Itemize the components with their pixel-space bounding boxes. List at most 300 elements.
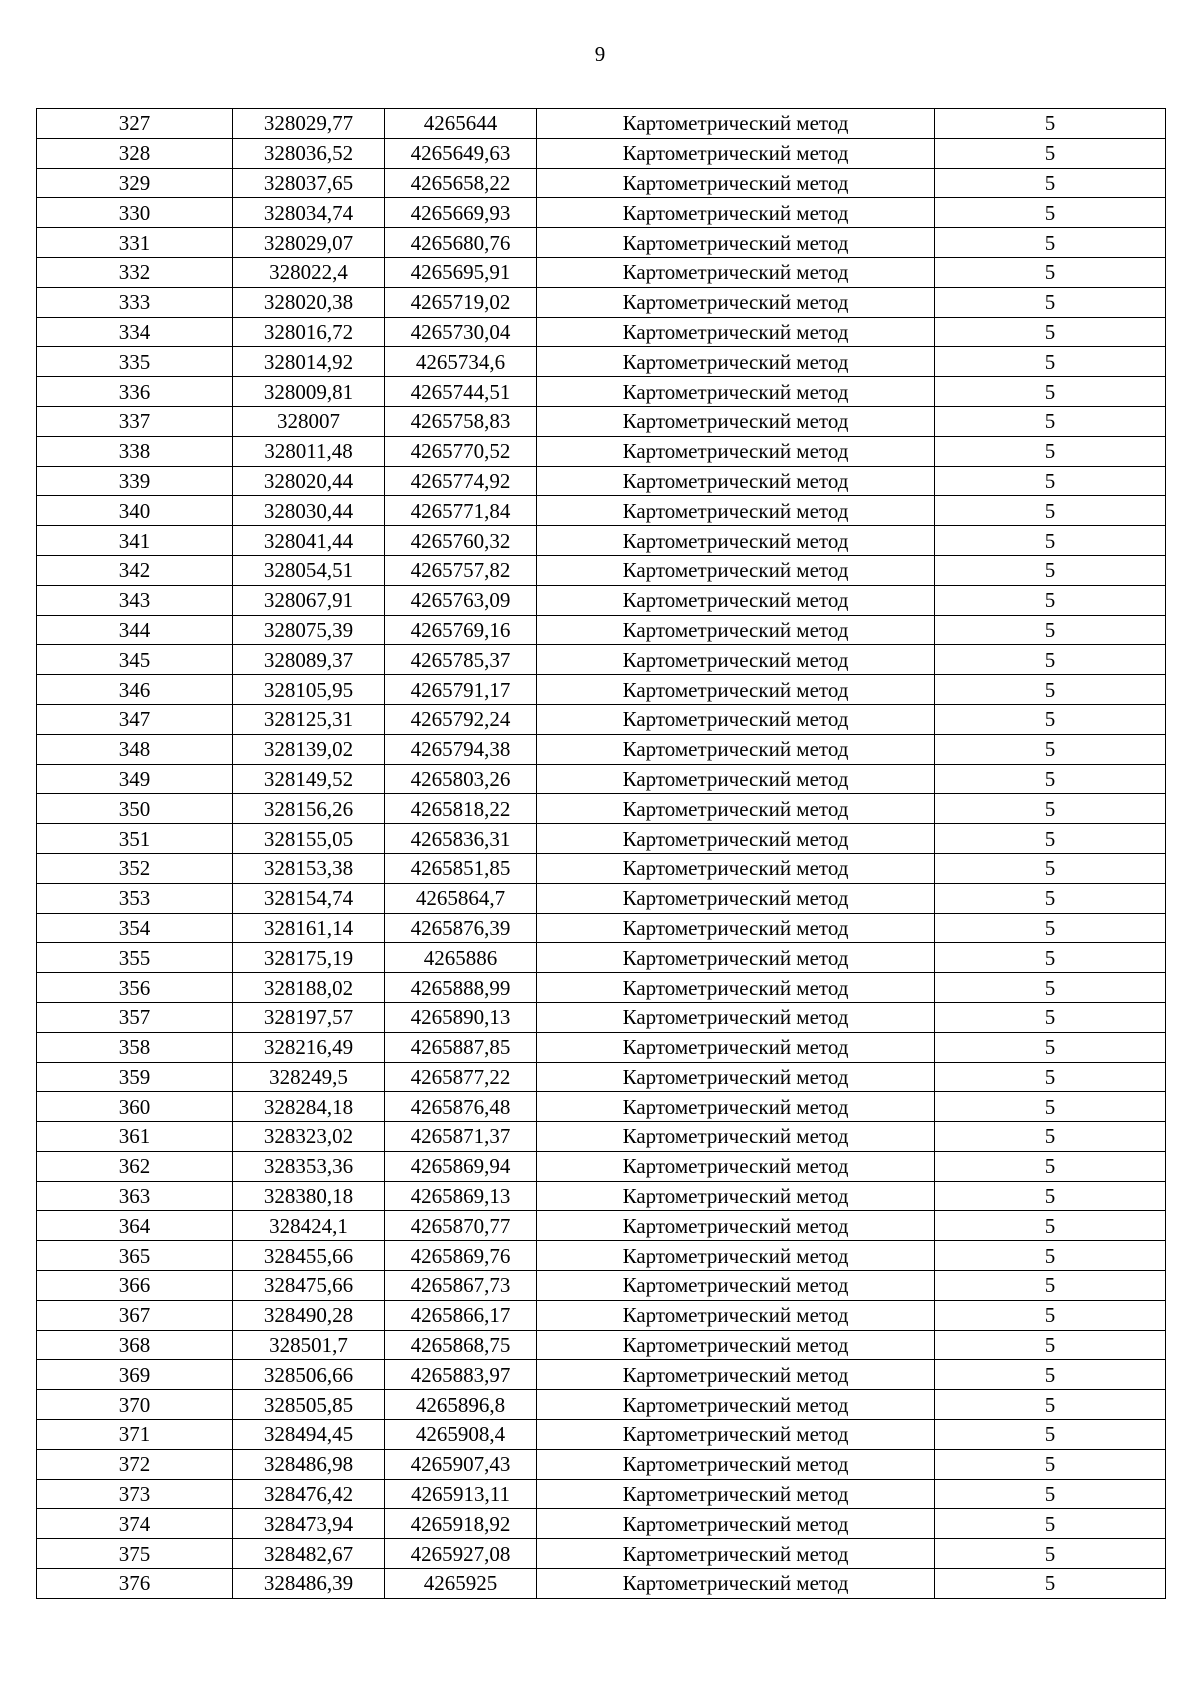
y-coordinate-cell: 4265877,22 xyxy=(385,1062,537,1092)
y-coordinate-cell: 4265876,39 xyxy=(385,913,537,943)
x-coordinate-cell: 328501,7 xyxy=(233,1330,385,1360)
table-row xyxy=(37,764,1166,794)
point-number-cell: 350 xyxy=(37,794,233,824)
point-number-cell: 345 xyxy=(37,645,233,675)
y-coordinate-cell: 4265680,76 xyxy=(385,228,537,258)
x-coordinate-cell: 328125,31 xyxy=(233,704,385,734)
x-coordinate-cell: 328016,72 xyxy=(233,317,385,347)
y-coordinate-cell: 4265883,97 xyxy=(385,1360,537,1390)
y-coordinate-cell: 4265785,37 xyxy=(385,645,537,675)
accuracy-cell: 5 xyxy=(935,1330,1166,1360)
y-coordinate-cell: 4265908,4 xyxy=(385,1420,537,1450)
y-coordinate-cell: 4265907,43 xyxy=(385,1449,537,1479)
accuracy-cell: 5 xyxy=(935,585,1166,615)
point-number-cell: 358 xyxy=(37,1032,233,1062)
point-number-cell: 342 xyxy=(37,555,233,585)
method-cell: Картометрический метод xyxy=(537,1002,935,1032)
x-coordinate-cell: 328486,98 xyxy=(233,1449,385,1479)
y-coordinate-cell: 4265870,77 xyxy=(385,1211,537,1241)
accuracy-cell: 5 xyxy=(935,824,1166,854)
table-row xyxy=(37,1539,1166,1569)
point-number-cell: 361 xyxy=(37,1122,233,1152)
accuracy-cell: 5 xyxy=(935,138,1166,168)
accuracy-cell: 5 xyxy=(935,257,1166,287)
method-cell: Картометрический метод xyxy=(537,824,935,854)
x-coordinate-cell: 328490,28 xyxy=(233,1300,385,1330)
y-coordinate-cell: 4265864,7 xyxy=(385,883,537,913)
x-coordinate-cell: 328482,67 xyxy=(233,1539,385,1569)
point-number-cell: 356 xyxy=(37,973,233,1003)
point-number-cell: 351 xyxy=(37,824,233,854)
y-coordinate-cell: 4265730,04 xyxy=(385,317,537,347)
method-cell: Картометрический метод xyxy=(537,615,935,645)
table-row xyxy=(37,198,1166,228)
x-coordinate-cell: 328216,49 xyxy=(233,1032,385,1062)
method-cell: Картометрический метод xyxy=(537,1092,935,1122)
method-cell: Картометрический метод xyxy=(537,913,935,943)
table-row xyxy=(37,377,1166,407)
point-number-cell: 347 xyxy=(37,704,233,734)
point-number-cell: 365 xyxy=(37,1241,233,1271)
y-coordinate-cell: 4265791,17 xyxy=(385,675,537,705)
method-cell: Картометрический метод xyxy=(537,675,935,705)
table-row xyxy=(37,287,1166,317)
point-number-cell: 338 xyxy=(37,436,233,466)
accuracy-cell: 5 xyxy=(935,1122,1166,1152)
accuracy-cell: 5 xyxy=(935,406,1166,436)
y-coordinate-cell: 4265794,38 xyxy=(385,734,537,764)
x-coordinate-cell: 328020,44 xyxy=(233,466,385,496)
method-cell: Картометрический метод xyxy=(537,794,935,824)
x-coordinate-cell: 328156,26 xyxy=(233,794,385,824)
method-cell: Картометрический метод xyxy=(537,347,935,377)
accuracy-cell: 5 xyxy=(935,1569,1166,1599)
method-cell: Картометрический метод xyxy=(537,496,935,526)
accuracy-cell: 5 xyxy=(935,1390,1166,1420)
method-cell: Картометрический метод xyxy=(537,1241,935,1271)
y-coordinate-cell: 4265896,8 xyxy=(385,1390,537,1420)
y-coordinate-cell: 4265866,17 xyxy=(385,1300,537,1330)
accuracy-cell: 5 xyxy=(935,1032,1166,1062)
point-number-cell: 329 xyxy=(37,168,233,198)
y-coordinate-cell: 4265763,09 xyxy=(385,585,537,615)
x-coordinate-cell: 328197,57 xyxy=(233,1002,385,1032)
x-coordinate-cell: 328029,07 xyxy=(233,228,385,258)
y-coordinate-cell: 4265871,37 xyxy=(385,1122,537,1152)
accuracy-cell: 5 xyxy=(935,1479,1166,1509)
method-cell: Картометрический метод xyxy=(537,317,935,347)
x-coordinate-cell: 328105,95 xyxy=(233,675,385,705)
y-coordinate-cell: 4265887,85 xyxy=(385,1032,537,1062)
point-number-cell: 376 xyxy=(37,1569,233,1599)
x-coordinate-cell: 328323,02 xyxy=(233,1122,385,1152)
y-coordinate-cell: 4265886 xyxy=(385,943,537,973)
table-row xyxy=(37,913,1166,943)
table-row xyxy=(37,1420,1166,1450)
y-coordinate-cell: 4265869,13 xyxy=(385,1181,537,1211)
x-coordinate-cell: 328036,52 xyxy=(233,138,385,168)
y-coordinate-cell: 4265927,08 xyxy=(385,1539,537,1569)
method-cell: Картометрический метод xyxy=(537,1271,935,1301)
accuracy-cell: 5 xyxy=(935,1420,1166,1450)
method-cell: Картометрический метод xyxy=(537,1151,935,1181)
method-cell: Картометрический метод xyxy=(537,1122,935,1152)
y-coordinate-cell: 4265658,22 xyxy=(385,168,537,198)
table-row xyxy=(37,794,1166,824)
accuracy-cell: 5 xyxy=(935,1092,1166,1122)
point-number-cell: 369 xyxy=(37,1360,233,1390)
y-coordinate-cell: 4265792,24 xyxy=(385,704,537,734)
table-row xyxy=(37,1271,1166,1301)
accuracy-cell: 5 xyxy=(935,1300,1166,1330)
point-number-cell: 340 xyxy=(37,496,233,526)
y-coordinate-cell: 4265836,31 xyxy=(385,824,537,854)
method-cell: Картометрический метод xyxy=(537,1360,935,1390)
x-coordinate-cell: 328067,91 xyxy=(233,585,385,615)
point-number-cell: 333 xyxy=(37,287,233,317)
method-cell: Картометрический метод xyxy=(537,704,935,734)
point-number-cell: 348 xyxy=(37,734,233,764)
method-cell: Картометрический метод xyxy=(537,406,935,436)
method-cell: Картометрический метод xyxy=(537,1390,935,1420)
y-coordinate-cell: 4265744,51 xyxy=(385,377,537,407)
method-cell: Картометрический метод xyxy=(537,526,935,556)
method-cell: Картометрический метод xyxy=(537,168,935,198)
table-row xyxy=(37,1479,1166,1509)
x-coordinate-cell: 328380,18 xyxy=(233,1181,385,1211)
point-number-cell: 337 xyxy=(37,406,233,436)
table-row xyxy=(37,257,1166,287)
x-coordinate-cell: 328155,05 xyxy=(233,824,385,854)
accuracy-cell: 5 xyxy=(935,675,1166,705)
method-cell: Картометрический метод xyxy=(537,1211,935,1241)
table-row xyxy=(37,496,1166,526)
point-number-cell: 327 xyxy=(37,109,233,139)
method-cell: Картометрический метод xyxy=(537,198,935,228)
x-coordinate-cell: 328149,52 xyxy=(233,764,385,794)
table-row xyxy=(37,1002,1166,1032)
point-number-cell: 375 xyxy=(37,1539,233,1569)
y-coordinate-cell: 4265774,92 xyxy=(385,466,537,496)
point-number-cell: 354 xyxy=(37,913,233,943)
x-coordinate-cell: 328353,36 xyxy=(233,1151,385,1181)
method-cell: Картометрический метод xyxy=(537,973,935,1003)
point-number-cell: 334 xyxy=(37,317,233,347)
y-coordinate-cell: 4265757,82 xyxy=(385,555,537,585)
x-coordinate-cell: 328473,94 xyxy=(233,1509,385,1539)
table-row xyxy=(37,1241,1166,1271)
y-coordinate-cell: 4265868,75 xyxy=(385,1330,537,1360)
table-row xyxy=(37,1032,1166,1062)
accuracy-cell: 5 xyxy=(935,526,1166,556)
accuracy-cell: 5 xyxy=(935,645,1166,675)
x-coordinate-cell: 328139,02 xyxy=(233,734,385,764)
table-row xyxy=(37,1211,1166,1241)
accuracy-cell: 5 xyxy=(935,973,1166,1003)
y-coordinate-cell: 4265869,94 xyxy=(385,1151,537,1181)
point-number-cell: 352 xyxy=(37,853,233,883)
point-number-cell: 346 xyxy=(37,675,233,705)
y-coordinate-cell: 4265918,92 xyxy=(385,1509,537,1539)
x-coordinate-cell: 328506,66 xyxy=(233,1360,385,1390)
accuracy-cell: 5 xyxy=(935,555,1166,585)
x-coordinate-cell: 328030,44 xyxy=(233,496,385,526)
table-row xyxy=(37,1092,1166,1122)
method-cell: Картометрический метод xyxy=(537,943,935,973)
accuracy-cell: 5 xyxy=(935,317,1166,347)
table-row xyxy=(37,585,1166,615)
point-number-cell: 343 xyxy=(37,585,233,615)
table-row xyxy=(37,526,1166,556)
y-coordinate-cell: 4265888,99 xyxy=(385,973,537,1003)
x-coordinate-cell: 328007 xyxy=(233,406,385,436)
table-row xyxy=(37,317,1166,347)
x-coordinate-cell: 328475,66 xyxy=(233,1271,385,1301)
point-number-cell: 335 xyxy=(37,347,233,377)
accuracy-cell: 5 xyxy=(935,347,1166,377)
y-coordinate-cell: 4265803,26 xyxy=(385,764,537,794)
x-coordinate-cell: 328034,74 xyxy=(233,198,385,228)
table-row xyxy=(37,943,1166,973)
method-cell: Картометрический метод xyxy=(537,883,935,913)
point-number-cell: 367 xyxy=(37,1300,233,1330)
accuracy-cell: 5 xyxy=(935,1539,1166,1569)
method-cell: Картометрический метод xyxy=(537,1449,935,1479)
accuracy-cell: 5 xyxy=(935,1002,1166,1032)
point-number-cell: 364 xyxy=(37,1211,233,1241)
method-cell: Картометрический метод xyxy=(537,1330,935,1360)
method-cell: Картометрический метод xyxy=(537,585,935,615)
point-number-cell: 373 xyxy=(37,1479,233,1509)
y-coordinate-cell: 4265818,22 xyxy=(385,794,537,824)
y-coordinate-cell: 4265771,84 xyxy=(385,496,537,526)
point-number-cell: 328 xyxy=(37,138,233,168)
accuracy-cell: 5 xyxy=(935,704,1166,734)
x-coordinate-cell: 328153,38 xyxy=(233,853,385,883)
point-number-cell: 355 xyxy=(37,943,233,973)
table-row xyxy=(37,1122,1166,1152)
x-coordinate-cell: 328424,1 xyxy=(233,1211,385,1241)
method-cell: Картометрический метод xyxy=(537,1181,935,1211)
point-number-cell: 331 xyxy=(37,228,233,258)
table-row xyxy=(37,406,1166,436)
table-row xyxy=(37,824,1166,854)
y-coordinate-cell: 4265867,73 xyxy=(385,1271,537,1301)
accuracy-cell: 5 xyxy=(935,1449,1166,1479)
accuracy-cell: 5 xyxy=(935,1211,1166,1241)
x-coordinate-cell: 328175,19 xyxy=(233,943,385,973)
accuracy-cell: 5 xyxy=(935,1241,1166,1271)
table-row xyxy=(37,1569,1166,1599)
accuracy-cell: 5 xyxy=(935,287,1166,317)
y-coordinate-cell: 4265851,85 xyxy=(385,853,537,883)
table-row xyxy=(37,883,1166,913)
accuracy-cell: 5 xyxy=(935,853,1166,883)
point-number-cell: 372 xyxy=(37,1449,233,1479)
accuracy-cell: 5 xyxy=(935,1360,1166,1390)
accuracy-cell: 5 xyxy=(935,168,1166,198)
point-number-cell: 357 xyxy=(37,1002,233,1032)
x-coordinate-cell: 328014,92 xyxy=(233,347,385,377)
method-cell: Картометрический метод xyxy=(537,1569,935,1599)
x-coordinate-cell: 328022,4 xyxy=(233,257,385,287)
point-number-cell: 360 xyxy=(37,1092,233,1122)
table-row xyxy=(37,1360,1166,1390)
table-row xyxy=(37,168,1166,198)
table-row xyxy=(37,853,1166,883)
x-coordinate-cell: 328161,14 xyxy=(233,913,385,943)
point-number-cell: 332 xyxy=(37,257,233,287)
point-number-cell: 344 xyxy=(37,615,233,645)
method-cell: Картометрический метод xyxy=(537,1062,935,1092)
table-row xyxy=(37,1390,1166,1420)
table-row xyxy=(37,1181,1166,1211)
x-coordinate-cell: 328476,42 xyxy=(233,1479,385,1509)
point-number-cell: 359 xyxy=(37,1062,233,1092)
point-number-cell: 353 xyxy=(37,883,233,913)
table-row xyxy=(37,1449,1166,1479)
accuracy-cell: 5 xyxy=(935,436,1166,466)
method-cell: Картометрический метод xyxy=(537,138,935,168)
method-cell: Картометрический метод xyxy=(537,1420,935,1450)
method-cell: Картометрический метод xyxy=(537,287,935,317)
page-number: 9 xyxy=(594,42,606,66)
x-coordinate-cell: 328009,81 xyxy=(233,377,385,407)
accuracy-cell: 5 xyxy=(935,764,1166,794)
method-cell: Картометрический метод xyxy=(537,466,935,496)
point-number-cell: 330 xyxy=(37,198,233,228)
method-cell: Картометрический метод xyxy=(537,555,935,585)
coordinates-table xyxy=(36,108,1166,1599)
table-row xyxy=(37,704,1166,734)
table-row xyxy=(37,675,1166,705)
accuracy-cell: 5 xyxy=(935,615,1166,645)
y-coordinate-cell: 4265913,11 xyxy=(385,1479,537,1509)
point-number-cell: 368 xyxy=(37,1330,233,1360)
point-number-cell: 336 xyxy=(37,377,233,407)
table-row xyxy=(37,436,1166,466)
accuracy-cell: 5 xyxy=(935,883,1166,913)
table-row xyxy=(37,228,1166,258)
table-row xyxy=(37,1062,1166,1092)
x-coordinate-cell: 328037,65 xyxy=(233,168,385,198)
table-row xyxy=(37,1509,1166,1539)
method-cell: Картометрический метод xyxy=(537,1479,935,1509)
method-cell: Картометрический метод xyxy=(537,1032,935,1062)
method-cell: Картометрический метод xyxy=(537,764,935,794)
method-cell: Картометрический метод xyxy=(537,228,935,258)
y-coordinate-cell: 4265758,83 xyxy=(385,406,537,436)
y-coordinate-cell: 4265734,6 xyxy=(385,347,537,377)
y-coordinate-cell: 4265876,48 xyxy=(385,1092,537,1122)
accuracy-cell: 5 xyxy=(935,496,1166,526)
method-cell: Картометрический метод xyxy=(537,109,935,139)
point-number-cell: 339 xyxy=(37,466,233,496)
accuracy-cell: 5 xyxy=(935,943,1166,973)
point-number-cell: 363 xyxy=(37,1181,233,1211)
method-cell: Картометрический метод xyxy=(537,436,935,466)
x-coordinate-cell: 328486,39 xyxy=(233,1569,385,1599)
y-coordinate-cell: 4265695,91 xyxy=(385,257,537,287)
method-cell: Картометрический метод xyxy=(537,853,935,883)
point-number-cell: 341 xyxy=(37,526,233,556)
point-number-cell: 371 xyxy=(37,1420,233,1450)
accuracy-cell: 5 xyxy=(935,734,1166,764)
accuracy-cell: 5 xyxy=(935,377,1166,407)
point-number-cell: 366 xyxy=(37,1271,233,1301)
method-cell: Картометрический метод xyxy=(537,645,935,675)
x-coordinate-cell: 328011,48 xyxy=(233,436,385,466)
x-coordinate-cell: 328020,38 xyxy=(233,287,385,317)
x-coordinate-cell: 328249,5 xyxy=(233,1062,385,1092)
accuracy-cell: 5 xyxy=(935,228,1166,258)
y-coordinate-cell: 4265869,76 xyxy=(385,1241,537,1271)
accuracy-cell: 5 xyxy=(935,1271,1166,1301)
point-number-cell: 362 xyxy=(37,1151,233,1181)
y-coordinate-cell: 4265719,02 xyxy=(385,287,537,317)
coordinates-table-body xyxy=(37,109,1166,1599)
y-coordinate-cell: 4265925 xyxy=(385,1569,537,1599)
accuracy-cell: 5 xyxy=(935,1181,1166,1211)
x-coordinate-cell: 328505,85 xyxy=(233,1390,385,1420)
method-cell: Картометрический метод xyxy=(537,1539,935,1569)
x-coordinate-cell: 328089,37 xyxy=(233,645,385,675)
table-row xyxy=(37,347,1166,377)
accuracy-cell: 5 xyxy=(935,1509,1166,1539)
y-coordinate-cell: 4265769,16 xyxy=(385,615,537,645)
y-coordinate-cell: 4265649,63 xyxy=(385,138,537,168)
accuracy-cell: 5 xyxy=(935,466,1166,496)
table-row xyxy=(37,138,1166,168)
table-row xyxy=(37,109,1166,139)
accuracy-cell: 5 xyxy=(935,109,1166,139)
table-row xyxy=(37,1151,1166,1181)
y-coordinate-cell: 4265644 xyxy=(385,109,537,139)
table-row xyxy=(37,555,1166,585)
y-coordinate-cell: 4265669,93 xyxy=(385,198,537,228)
point-number-cell: 374 xyxy=(37,1509,233,1539)
method-cell: Картометрический метод xyxy=(537,377,935,407)
accuracy-cell: 5 xyxy=(935,1062,1166,1092)
table-row xyxy=(37,615,1166,645)
point-number-cell: 349 xyxy=(37,764,233,794)
x-coordinate-cell: 328284,18 xyxy=(233,1092,385,1122)
accuracy-cell: 5 xyxy=(935,794,1166,824)
method-cell: Картометрический метод xyxy=(537,1300,935,1330)
x-coordinate-cell: 328154,74 xyxy=(233,883,385,913)
table-row xyxy=(37,1330,1166,1360)
method-cell: Картометрический метод xyxy=(537,1509,935,1539)
x-coordinate-cell: 328029,77 xyxy=(233,109,385,139)
x-coordinate-cell: 328188,02 xyxy=(233,973,385,1003)
accuracy-cell: 5 xyxy=(935,913,1166,943)
accuracy-cell: 5 xyxy=(935,198,1166,228)
method-cell: Картометрический метод xyxy=(537,257,935,287)
y-coordinate-cell: 4265770,52 xyxy=(385,436,537,466)
x-coordinate-cell: 328494,45 xyxy=(233,1420,385,1450)
x-coordinate-cell: 328455,66 xyxy=(233,1241,385,1271)
table-row xyxy=(37,645,1166,675)
accuracy-cell: 5 xyxy=(935,1151,1166,1181)
y-coordinate-cell: 4265890,13 xyxy=(385,1002,537,1032)
x-coordinate-cell: 328041,44 xyxy=(233,526,385,556)
point-number-cell: 370 xyxy=(37,1390,233,1420)
table-row xyxy=(37,466,1166,496)
method-cell: Картометрический метод xyxy=(537,734,935,764)
table-row xyxy=(37,734,1166,764)
y-coordinate-cell: 4265760,32 xyxy=(385,526,537,556)
table-row xyxy=(37,973,1166,1003)
